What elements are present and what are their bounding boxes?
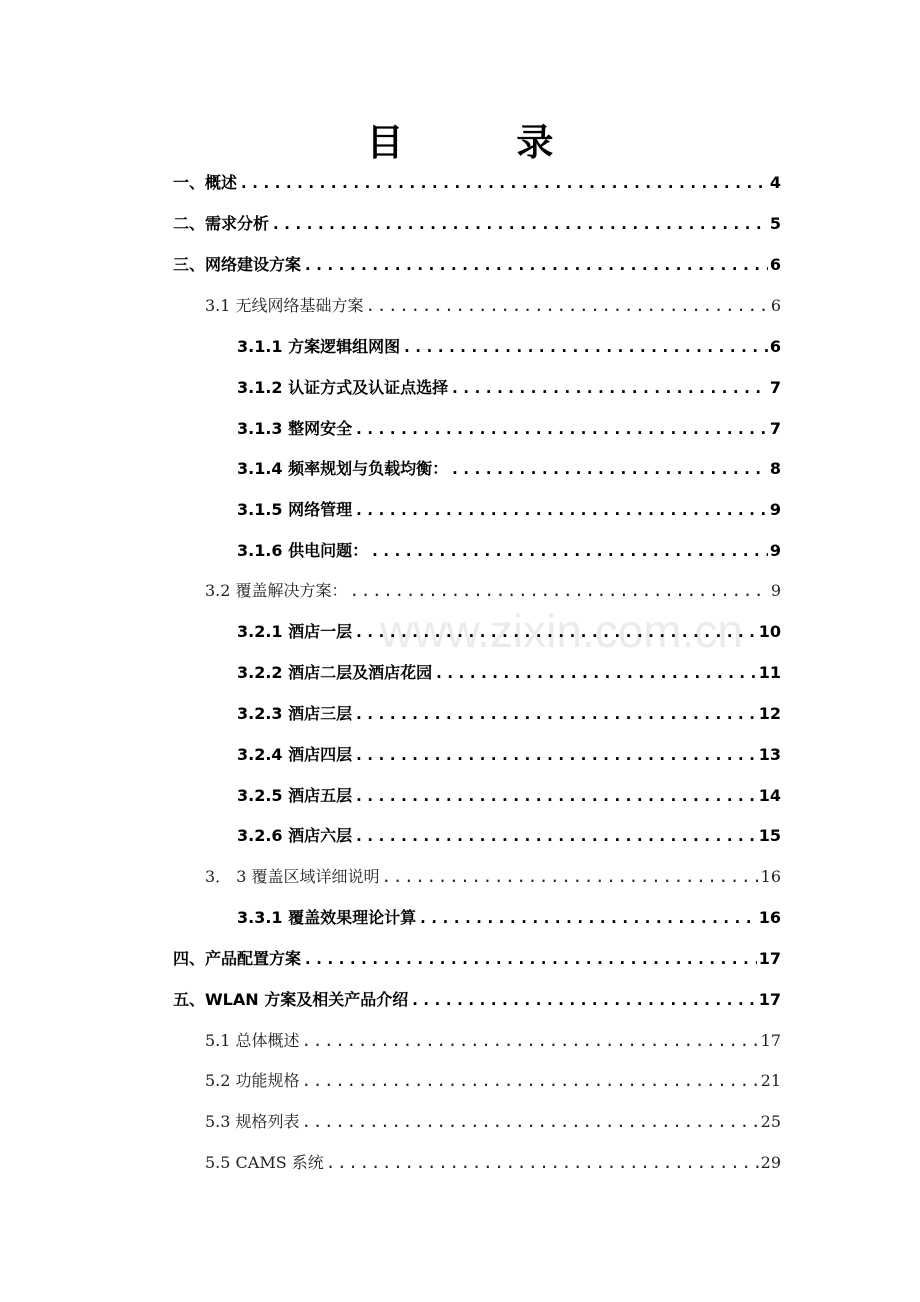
- toc-entry-label: 3.2.5 酒店五层: [237, 786, 353, 805]
- dot-leader: [302, 1030, 759, 1052]
- dot-leader: [350, 580, 769, 602]
- toc-entry[interactable]: [205, 1030, 781, 1052]
- toc-title: 目 录: [366, 121, 604, 164]
- toc-entry-page: 15: [758, 826, 781, 845]
- toc-entry-page: 16: [758, 908, 781, 927]
- toc-entry[interactable]: [205, 1111, 781, 1133]
- toc-entry-label: 5.3 规格列表: [205, 1112, 300, 1131]
- toc-entry[interactable]: [237, 377, 781, 399]
- toc-entry-page: 8: [769, 459, 781, 478]
- toc-entry[interactable]: [237, 825, 781, 847]
- dot-leader: [303, 948, 757, 970]
- dot-leader: [354, 703, 757, 725]
- toc-entry-page: 16: [760, 867, 781, 886]
- toc-entry-label: 3.2 覆盖解决方案：: [205, 581, 348, 600]
- dot-leader: [239, 172, 768, 194]
- dot-leader: [326, 1152, 759, 1174]
- toc-entry-label: 3.2.3 酒店三层: [237, 704, 353, 723]
- toc-entry-label: 3.2.4 酒店四层: [237, 745, 353, 764]
- toc-entry[interactable]: [173, 948, 781, 970]
- dot-leader: [410, 989, 757, 1011]
- dot-leader: [370, 540, 768, 562]
- dot-leader: [450, 377, 768, 399]
- toc-entry-page: 7: [769, 419, 781, 438]
- toc-entry-page: 4: [769, 173, 781, 192]
- toc-entry[interactable]: [205, 1070, 781, 1092]
- dot-leader: [303, 254, 768, 276]
- toc-entry-page: 6: [769, 337, 781, 356]
- dot-leader: [271, 213, 768, 235]
- toc-entry[interactable]: [173, 172, 781, 194]
- dot-leader: [366, 295, 769, 317]
- toc-entry[interactable]: [237, 785, 781, 807]
- toc-entry[interactable]: [237, 703, 781, 725]
- toc-entry-label: 3.3.1 覆盖效果理论计算: [237, 908, 417, 927]
- toc-entry-label: 5.1 总体概述: [205, 1031, 300, 1050]
- toc-entry[interactable]: [237, 621, 781, 643]
- toc-entry-page: 6: [769, 255, 781, 274]
- dot-leader: [354, 785, 757, 807]
- toc-entry-label: 四、产品配置方案: [173, 949, 302, 968]
- dot-leader: [302, 1111, 759, 1133]
- dot-leader: [434, 662, 757, 684]
- toc-entry[interactable]: [237, 744, 781, 766]
- toc-entry[interactable]: [237, 418, 781, 440]
- toc-entry-label: 3.1.1 方案逻辑组网图: [237, 337, 401, 356]
- toc-entry[interactable]: [173, 254, 781, 276]
- toc-entry-page: 12: [758, 704, 781, 723]
- toc-entry-label: 5.2 功能规格: [205, 1071, 300, 1090]
- toc-entry[interactable]: [205, 295, 781, 317]
- toc-entry-page: 5: [769, 214, 781, 233]
- dot-leader: [302, 1070, 759, 1092]
- dot-leader: [354, 621, 757, 643]
- toc-entry-page: 10: [758, 622, 781, 641]
- toc-entry[interactable]: [237, 499, 781, 521]
- toc-entry-page: 13: [758, 745, 781, 764]
- watermark: www.zixin.com.cn: [380, 605, 743, 657]
- toc-entry-label: 3.2.1 酒店一层: [237, 622, 353, 641]
- toc-entry-label: 二、需求分析: [173, 214, 270, 233]
- toc-entry[interactable]: [205, 580, 781, 602]
- dot-leader: [354, 418, 768, 440]
- toc-entry-page: 7: [769, 378, 781, 397]
- toc-entry-label: 3.1 无线网络基础方案: [205, 296, 364, 315]
- toc-entry-label: 3.1.5 网络管理: [237, 500, 353, 519]
- toc-entry-page: 9: [770, 581, 781, 600]
- dot-leader: [402, 336, 768, 358]
- dot-leader: [418, 907, 757, 929]
- toc-entry[interactable]: [237, 458, 781, 480]
- toc-entry-page: 17: [760, 1031, 781, 1050]
- toc-entry-page: 17: [758, 949, 781, 968]
- toc-entry[interactable]: [237, 540, 781, 562]
- toc-entry-page: 29: [760, 1153, 781, 1172]
- toc-entry-page: 9: [769, 500, 781, 519]
- toc-entry[interactable]: [237, 907, 781, 929]
- dot-leader: [450, 458, 768, 480]
- toc-entry[interactable]: [173, 989, 781, 1011]
- toc-entry-label: 3.2.2 酒店二层及酒店花园: [237, 663, 433, 682]
- toc-entry-page: 11: [758, 663, 781, 682]
- dot-leader: [382, 866, 759, 888]
- dot-leader: [354, 744, 757, 766]
- toc-entry[interactable]: [237, 336, 781, 358]
- toc-entry-label: 一、概述: [173, 173, 238, 192]
- toc-entry[interactable]: [205, 1152, 781, 1174]
- dot-leader: [354, 499, 768, 521]
- toc-entry-label: 三、网络建设方案: [173, 255, 302, 274]
- toc-entry-page: 14: [758, 786, 781, 805]
- toc-entry-label: 3.1.3 整网安全: [237, 419, 353, 438]
- dot-leader: [354, 825, 757, 847]
- toc-entry-label: 3． 3 覆盖区域详细说明: [205, 867, 380, 886]
- toc-entry-label: 3.1.2 认证方式及认证点选择: [237, 378, 449, 397]
- toc-entry[interactable]: [237, 662, 781, 684]
- toc-entry-page: 6: [770, 296, 781, 315]
- toc-entry-label: 5.5 CAMS 系统: [205, 1153, 324, 1172]
- toc-entry-page: 25: [760, 1112, 781, 1131]
- toc-entry-page: 17: [758, 990, 781, 1009]
- toc-entry-label: 3.1.6 供电问题：: [237, 541, 369, 560]
- toc-entry-page: 21: [760, 1071, 781, 1090]
- toc-entry-label: 五、WLAN 方案及相关产品介绍: [173, 990, 409, 1009]
- toc-entry-label: 3.2.6 酒店六层: [237, 826, 353, 845]
- toc-entry[interactable]: [173, 213, 781, 235]
- toc-entry-page: 9: [769, 541, 781, 560]
- toc-entry-label: 3.1.4 频率规划与负载均衡：: [237, 459, 449, 478]
- toc-entry[interactable]: [205, 866, 781, 888]
